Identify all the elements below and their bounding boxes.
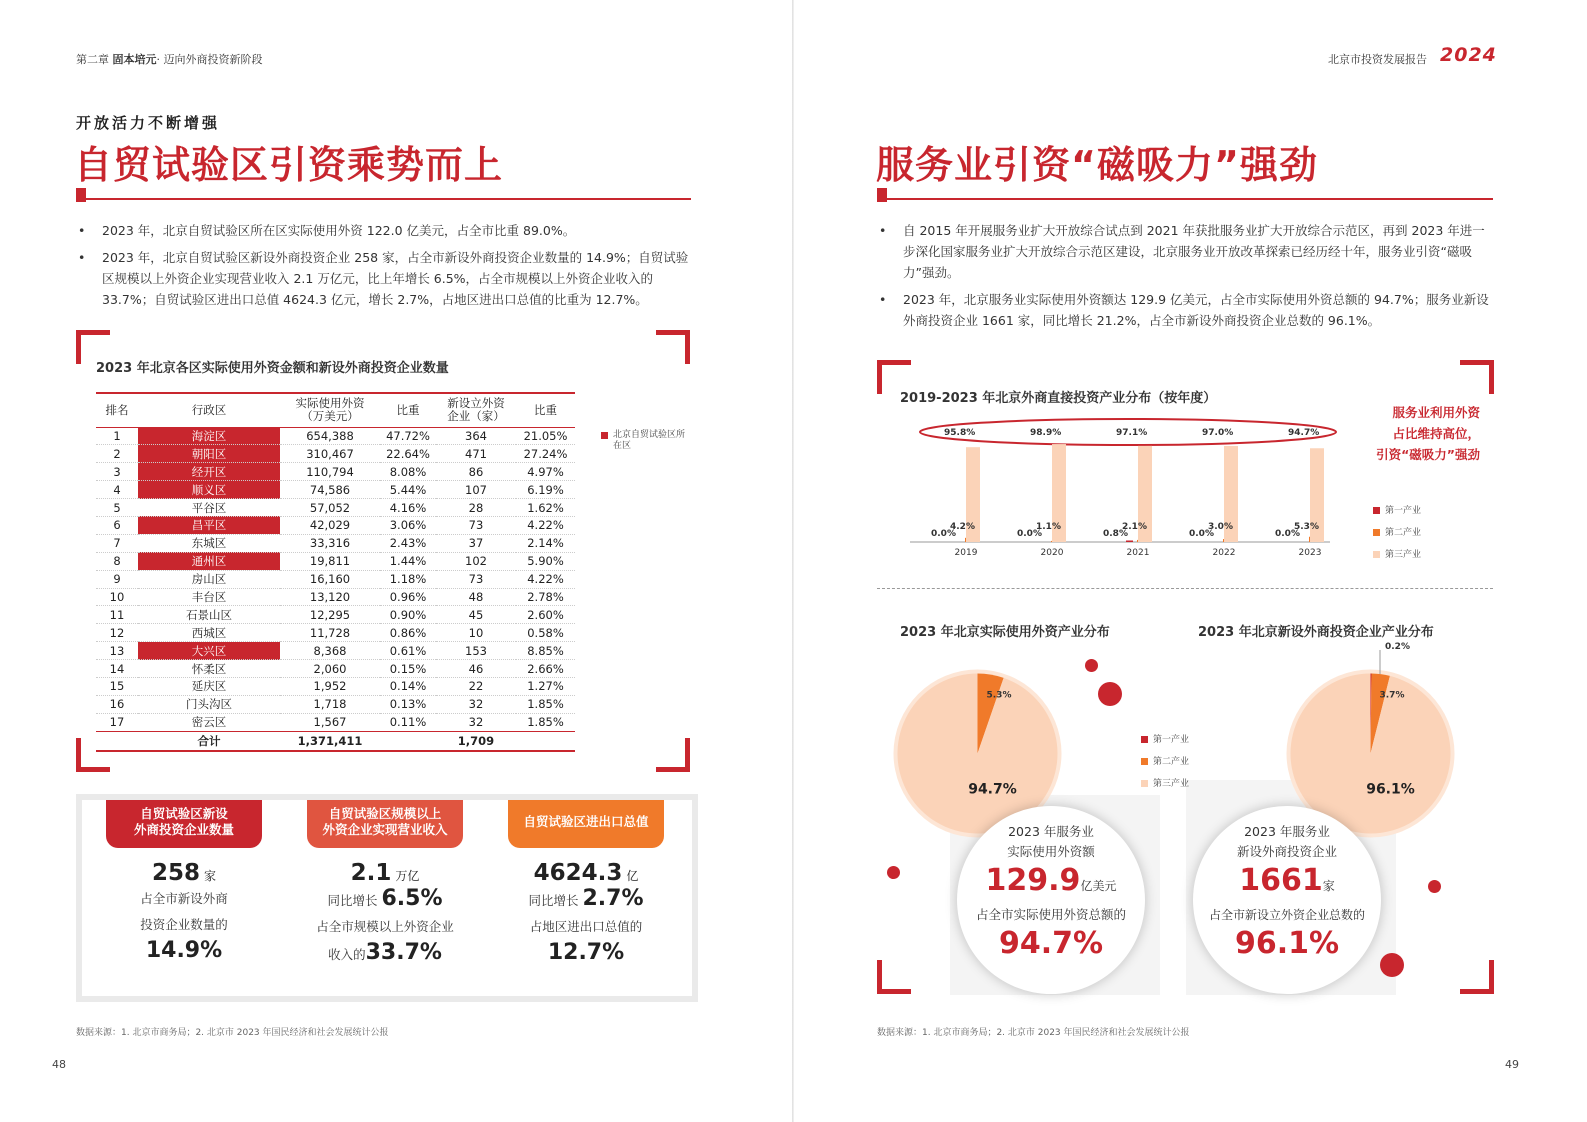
table-cell-firms: 28 xyxy=(436,499,516,517)
left-bullet-list xyxy=(76,220,692,316)
slice-label: 3.7% xyxy=(1379,690,1405,701)
pie2-title: 2023 年北京新设外商投资企业产业分布 xyxy=(1198,625,1434,640)
stat-growth: 2.7% xyxy=(582,886,644,911)
table-cell-fdi: 110,794 xyxy=(280,463,380,481)
right-page-number: 49 xyxy=(1505,1058,1519,1071)
pie2-primary-label: 0.2% xyxy=(1385,642,1410,652)
frame-corner xyxy=(656,330,690,364)
table-row xyxy=(96,445,575,463)
bar-primary xyxy=(1126,541,1133,543)
circle-label: 2023 年服务业 xyxy=(1008,824,1094,839)
stat-tag-revenue: 自贸试验区规模以上 外资企业实现营业收入 xyxy=(307,800,463,848)
table-cell-fdi: 8,368 xyxy=(280,642,380,660)
table-cell-fshare: 1.85% xyxy=(516,713,575,731)
table-row xyxy=(96,677,575,695)
table-cell-fshare: 8.85% xyxy=(516,642,575,660)
table-cell-rank: 2 xyxy=(96,445,138,463)
table-row xyxy=(96,642,575,660)
data-label: 97.1% xyxy=(1116,428,1148,438)
legend-label: 第一产业 xyxy=(1153,735,1190,745)
stat-desc: 投资企业数量的 xyxy=(140,917,228,932)
chart-callout xyxy=(1350,402,1480,465)
circle-value: 1661 xyxy=(1239,863,1323,898)
circle-label: 占全市实际使用外资总额的 xyxy=(975,907,1126,922)
stat-desc: 同比增长 xyxy=(327,893,378,908)
table-cell-rank: 7 xyxy=(96,534,138,552)
bar-chart-title: 2019-2023 年北京外商直接投资产业分布（按年度） xyxy=(900,391,1217,406)
table-cell-share: 22.64% xyxy=(380,445,436,463)
table-legend xyxy=(601,430,691,452)
data-label: 5.3% xyxy=(1294,522,1319,532)
report-year-logo: 2024 xyxy=(1440,44,1497,66)
table-cell-share: 0.96% xyxy=(380,588,436,606)
district-fdi-table xyxy=(96,392,575,752)
table-cell-firms: 22 xyxy=(436,677,516,695)
bullet-item: • 2023 年，北京自贸试验区新设外商投资企业 258 家，占全市新设外商投资企业数量的 14.9%；自贸试验区规模以上外资企业实现营业收入 2.1 万亿元，比上年增长 6.5%，占全市规模以上外资企业收入的 33.7%；自贸试验区进出口总值 4624.3 亿元，增长 2.7%，占地区进出口总值的比重为 12.7%。 xyxy=(76,247,692,310)
table-cell-share: 0.61% xyxy=(380,642,436,660)
table-cell-firms: 48 xyxy=(436,588,516,606)
table-total-cell xyxy=(516,731,575,751)
table-cell-fdi: 1,567 xyxy=(280,713,380,731)
table-cell-share: 47.72% xyxy=(380,427,436,445)
table-row xyxy=(96,534,575,552)
col-header-district: 行政区 xyxy=(138,393,280,427)
right-source-note: 数据来源：1. 北京市商务局；2. 北京市 2023 年国民经济和社会发展统计公报 xyxy=(877,1028,1190,1038)
panel-notch xyxy=(375,986,395,996)
stat-value: 258 xyxy=(151,860,200,886)
section-kicker: 开放活力不断增强 xyxy=(76,114,221,132)
stat-tag-trade: 自贸试验区进出口总值 xyxy=(508,800,664,848)
x-tick-label: 2019 xyxy=(954,548,978,558)
table-cell-fshare: 0.58% xyxy=(516,624,575,642)
table-cell-share: 0.86% xyxy=(380,624,436,642)
table-cell-share: 8.08% xyxy=(380,463,436,481)
table-cell-district: 大兴区 xyxy=(138,642,280,660)
table-cell-fshare: 2.60% xyxy=(516,606,575,624)
stat-value: 4624.3 xyxy=(533,860,623,886)
table-cell-rank: 13 xyxy=(96,642,138,660)
legend-label: 北京自贸试验区所在区 xyxy=(613,430,686,451)
table-cell-fdi: 42,029 xyxy=(280,516,380,534)
decor-dot xyxy=(887,866,900,879)
frame-corner xyxy=(656,738,690,772)
table-cell-firms: 153 xyxy=(436,642,516,660)
table-cell-district: 密云区 xyxy=(138,713,280,731)
table-row xyxy=(96,552,575,570)
circle-unit: 亿美元 xyxy=(1080,879,1117,893)
data-label: 95.8% xyxy=(944,428,976,438)
decor-dot xyxy=(1428,880,1441,893)
table-header-row xyxy=(96,393,575,427)
data-label: 4.2% xyxy=(950,522,975,532)
data-label: 1.1% xyxy=(1036,522,1061,532)
fdi-industry-bar-chart xyxy=(910,415,1350,565)
table-cell-fshare: 2.78% xyxy=(516,588,575,606)
table-cell-rank: 8 xyxy=(96,552,138,570)
decor-dot xyxy=(1380,953,1404,977)
stat-share: 14.9% xyxy=(145,938,223,963)
pie2-leader-line xyxy=(1378,650,1388,680)
stat-desc: 同比增长 xyxy=(528,893,579,908)
stat-unit: 家 xyxy=(204,869,217,883)
table-cell-fshare: 5.90% xyxy=(516,552,575,570)
table-cell-fdi: 1,718 xyxy=(280,695,380,713)
table-cell-share: 4.16% xyxy=(380,499,436,517)
table-cell-firms: 73 xyxy=(436,516,516,534)
circle-label: 占全市新设立外资企业总数的 xyxy=(1208,908,1365,922)
callout-line: 引资“磁吸力”强劲 xyxy=(1376,447,1480,462)
stat-revenue xyxy=(297,860,473,968)
table-cell-share: 5.44% xyxy=(380,481,436,499)
table-cell-fdi: 19,811 xyxy=(280,552,380,570)
legend-swatch xyxy=(1373,551,1380,558)
table-cell-fdi: 2,060 xyxy=(280,660,380,678)
col-header-fdi: 实际使用外资 （万美元） xyxy=(280,393,380,427)
col-header-rank: 排名 xyxy=(96,393,138,427)
slice-label: 96.1% xyxy=(1366,781,1415,798)
table-cell-rank: 11 xyxy=(96,606,138,624)
stat-growth: 6.5% xyxy=(381,886,443,911)
table-row xyxy=(96,481,575,499)
table-cell-fdi: 654,388 xyxy=(280,427,380,445)
table-cell-fshare: 4.97% xyxy=(516,463,575,481)
table-cell-district: 东城区 xyxy=(138,534,280,552)
stat-new-firms xyxy=(106,860,262,963)
stat-unit: 万亿 xyxy=(395,869,420,883)
right-bullet-list xyxy=(877,220,1494,337)
table-cell-share: 0.11% xyxy=(380,713,436,731)
table-cell-rank: 9 xyxy=(96,570,138,588)
table-cell-fshare: 6.19% xyxy=(516,481,575,499)
service-fdi-circle xyxy=(957,806,1145,994)
table-cell-firms: 73 xyxy=(436,570,516,588)
report-header xyxy=(1328,51,1427,67)
data-label: 0.0% xyxy=(1189,529,1214,539)
table-total-cell xyxy=(380,731,436,751)
data-label: 0.0% xyxy=(1275,529,1300,539)
circle-share: 94.7% xyxy=(998,926,1104,961)
table-cell-district: 门头沟区 xyxy=(138,695,280,713)
chapter-title: 固本培元 xyxy=(112,53,157,66)
legend-label: 第三产业 xyxy=(1153,779,1190,789)
data-label: 2.1% xyxy=(1122,522,1147,532)
table-row xyxy=(96,713,575,731)
data-label: 0.0% xyxy=(1017,529,1042,539)
data-label: 94.7% xyxy=(1288,428,1320,438)
table-cell-firms: 46 xyxy=(436,660,516,678)
table-total-cell: 1,371,411 xyxy=(280,731,380,751)
table-cell-district: 怀柔区 xyxy=(138,660,280,678)
data-label: 0.8% xyxy=(1103,529,1128,539)
table-cell-fshare: 21.05% xyxy=(516,427,575,445)
col-header-firm-share: 比重 xyxy=(516,393,575,427)
x-tick-label: 2022 xyxy=(1212,548,1236,558)
table-cell-district: 丰台区 xyxy=(138,588,280,606)
x-tick-label: 2023 xyxy=(1298,548,1322,558)
legend-swatch xyxy=(1141,758,1148,765)
decor-dot xyxy=(1098,682,1122,706)
legend-swatch xyxy=(1141,736,1148,743)
table-total-cell: 1,709 xyxy=(436,731,516,751)
data-label: 97.0% xyxy=(1202,428,1234,438)
left-page-number: 48 xyxy=(52,1058,66,1071)
bar-chart-legend xyxy=(1373,506,1421,561)
data-label: 3.0% xyxy=(1208,522,1233,532)
circle-label: 2023 年服务业 xyxy=(1244,824,1330,839)
stat-tag-new-firms: 自贸试验区新设 外商投资企业数量 xyxy=(106,800,262,848)
table-cell-fshare: 2.14% xyxy=(516,534,575,552)
legend-swatch xyxy=(601,432,608,439)
table-cell-fshare: 4.22% xyxy=(516,570,575,588)
table-cell-district: 西城区 xyxy=(138,624,280,642)
table-cell-district: 昌平区 xyxy=(138,516,280,534)
table-cell-district: 延庆区 xyxy=(138,677,280,695)
table-cell-rank: 16 xyxy=(96,695,138,713)
table-cell-share: 0.90% xyxy=(380,606,436,624)
frame-corner xyxy=(1460,960,1494,994)
right-page-title: 服务业引资“磁吸力”强劲 xyxy=(876,143,1318,187)
table-cell-fshare: 4.22% xyxy=(516,516,575,534)
table-cell-district: 石景山区 xyxy=(138,606,280,624)
table-cell-firms: 364 xyxy=(436,427,516,445)
col-header-firms: 新设立外资 企业（家） xyxy=(436,393,516,427)
table-cell-share: 1.44% xyxy=(380,552,436,570)
table-cell-firms: 102 xyxy=(436,552,516,570)
table-cell-firms: 471 xyxy=(436,445,516,463)
table-row xyxy=(96,516,575,534)
title-rule xyxy=(76,198,691,200)
table-cell-rank: 6 xyxy=(96,516,138,534)
table-cell-fdi: 74,586 xyxy=(280,481,380,499)
report-name: 北京市投资发展报告 xyxy=(1328,53,1427,66)
table-row xyxy=(96,660,575,678)
chapter-number: 第二章 xyxy=(76,53,109,66)
panel-notches xyxy=(76,984,698,1002)
table-row xyxy=(96,463,575,481)
legend-label: 第二产业 xyxy=(1385,528,1422,538)
table-cell-fshare: 2.66% xyxy=(516,660,575,678)
data-label: 0.0% xyxy=(931,529,956,539)
table-cell-rank: 15 xyxy=(96,677,138,695)
table-cell-rank: 1 xyxy=(96,427,138,445)
bullet-item: • 2023 年，北京自贸试验区所在区实际使用外资 122.0 亿美元，占全市比重 89.0%。 xyxy=(76,220,692,241)
table-cell-rank: 3 xyxy=(96,463,138,481)
left-source-note: 数据来源：1. 北京市商务局；2. 北京市 2023 年国民经济和社会发展统计公报 xyxy=(76,1028,389,1038)
table-row xyxy=(96,606,575,624)
table-row xyxy=(96,695,575,713)
table-total-cell: 合计 xyxy=(138,731,280,751)
stat-desc: 占全市新设外商 xyxy=(140,891,228,906)
slice-label: 5.3% xyxy=(986,690,1012,701)
table-cell-fshare: 1.27% xyxy=(516,677,575,695)
table-total-cell xyxy=(96,731,138,751)
table-cell-rank: 12 xyxy=(96,624,138,642)
stat-desc: 占全市规模以上外资企业 xyxy=(316,919,454,934)
table-row xyxy=(96,588,575,606)
table-cell-fshare: 27.24% xyxy=(516,445,575,463)
table-cell-fdi: 12,295 xyxy=(280,606,380,624)
table-row xyxy=(96,570,575,588)
stat-share: 12.7% xyxy=(547,940,625,965)
table-cell-rank: 4 xyxy=(96,481,138,499)
table-cell-firms: 10 xyxy=(436,624,516,642)
table-cell-fshare: 1.62% xyxy=(516,499,575,517)
table-cell-firms: 37 xyxy=(436,534,516,552)
x-tick-label: 2020 xyxy=(1040,548,1064,558)
table-row xyxy=(96,427,575,445)
callout-line: 占比维持高位， xyxy=(1392,426,1480,441)
table-cell-firms: 107 xyxy=(436,481,516,499)
table-cell-district: 顺义区 xyxy=(138,481,280,499)
table-cell-share: 1.18% xyxy=(380,570,436,588)
table-cell-firms: 32 xyxy=(436,695,516,713)
table-cell-share: 2.43% xyxy=(380,534,436,552)
table-cell-district: 平谷区 xyxy=(138,499,280,517)
circle-label: 实际使用外资额 xyxy=(1007,844,1095,859)
table-cell-fdi: 33,316 xyxy=(280,534,380,552)
table-cell-fdi: 310,467 xyxy=(280,445,380,463)
bullet-item: • 2023 年，北京服务业实际使用外资额达 129.9 亿美元，占全市实际使用外资总额的 94.7%；服务业新设外商投资企业 1661 家，同比增长 21.2%，占全市新设外商投资企业总数的 96.1%。 xyxy=(877,289,1494,331)
pie1-title: 2023 年北京实际使用外资产业分布 xyxy=(900,625,1110,640)
page-gutter xyxy=(792,0,794,1122)
page-title: 自贸试验区引资乘势而上 xyxy=(74,143,504,187)
table-cell-district: 通州区 xyxy=(138,552,280,570)
table-cell-district: 朝阳区 xyxy=(138,445,280,463)
circle-unit: 家 xyxy=(1322,879,1335,893)
section-divider xyxy=(877,588,1493,589)
bullet-item: • 自 2015 年开展服务业扩大开放综合试点到 2021 年获批服务业扩大开放综合示范区，再到 2023 年进一步深化国家服务业扩大开放综合示范区建设，北京服务业开放改革探索已经历经十年，服务业引资“磁吸力”强劲。 xyxy=(877,220,1494,283)
table-total-row xyxy=(96,731,575,751)
table-cell-firms: 32 xyxy=(436,713,516,731)
slice-label: 94.7% xyxy=(968,781,1017,798)
table-cell-rank: 14 xyxy=(96,660,138,678)
table-cell-share: 0.13% xyxy=(380,695,436,713)
table-title: 2023 年北京各区实际使用外资金额和新设外商投资企业数量 xyxy=(96,361,449,376)
data-label: 98.9% xyxy=(1030,428,1062,438)
circle-value: 129.9 xyxy=(985,863,1081,898)
table-cell-rank: 17 xyxy=(96,713,138,731)
table-cell-share: 0.15% xyxy=(380,660,436,678)
table-cell-district: 经开区 xyxy=(138,463,280,481)
chapter-header xyxy=(76,51,263,67)
service-firms-circle xyxy=(1193,806,1381,994)
stat-trade xyxy=(508,860,664,965)
legend-label: 第一产业 xyxy=(1385,506,1422,516)
title-rule xyxy=(877,198,1493,200)
legend-label: 第三产业 xyxy=(1385,550,1422,560)
table-cell-fdi: 13,120 xyxy=(280,588,380,606)
stat-share: 33.7% xyxy=(365,940,442,965)
stat-desc: 收入的 xyxy=(328,947,366,962)
circle-share: 96.1% xyxy=(1234,926,1340,961)
panel-notch xyxy=(576,986,596,996)
legend-swatch xyxy=(1141,780,1148,787)
table-cell-firms: 45 xyxy=(436,606,516,624)
stat-value: 2.1 xyxy=(350,860,392,886)
table-cell-fdi: 16,160 xyxy=(280,570,380,588)
legend-swatch xyxy=(1373,507,1380,514)
table-cell-district: 海淀区 xyxy=(138,427,280,445)
panel-notch xyxy=(174,986,194,996)
stat-unit: 亿 xyxy=(626,869,639,883)
callout-line: 服务业利用外资 xyxy=(1392,405,1480,420)
table-cell-fdi: 11,728 xyxy=(280,624,380,642)
legend-label: 第二产业 xyxy=(1153,757,1190,767)
table-cell-share: 0.14% xyxy=(380,677,436,695)
circle-label: 新设外商投资企业 xyxy=(1236,844,1337,859)
pie-legend xyxy=(1141,735,1189,790)
frame-corner xyxy=(877,960,911,994)
x-tick-label: 2021 xyxy=(1126,548,1150,558)
col-header-share: 比重 xyxy=(380,393,436,427)
chapter-subtitle: · 迈向外商投资新阶段 xyxy=(156,53,263,66)
decor-dot xyxy=(1085,659,1098,672)
table-cell-rank: 5 xyxy=(96,499,138,517)
legend-swatch xyxy=(1373,529,1380,536)
table-cell-rank: 10 xyxy=(96,588,138,606)
frame-corner xyxy=(1460,360,1494,394)
table-cell-share: 3.06% xyxy=(380,516,436,534)
table-cell-district: 房山区 xyxy=(138,570,280,588)
table-row xyxy=(96,624,575,642)
table-cell-firms: 86 xyxy=(436,463,516,481)
table-cell-fdi: 57,052 xyxy=(280,499,380,517)
table-row xyxy=(96,499,575,517)
table-cell-fshare: 1.85% xyxy=(516,695,575,713)
stat-desc: 占地区进出口总值的 xyxy=(529,919,643,934)
table-cell-fdi: 1,952 xyxy=(280,677,380,695)
